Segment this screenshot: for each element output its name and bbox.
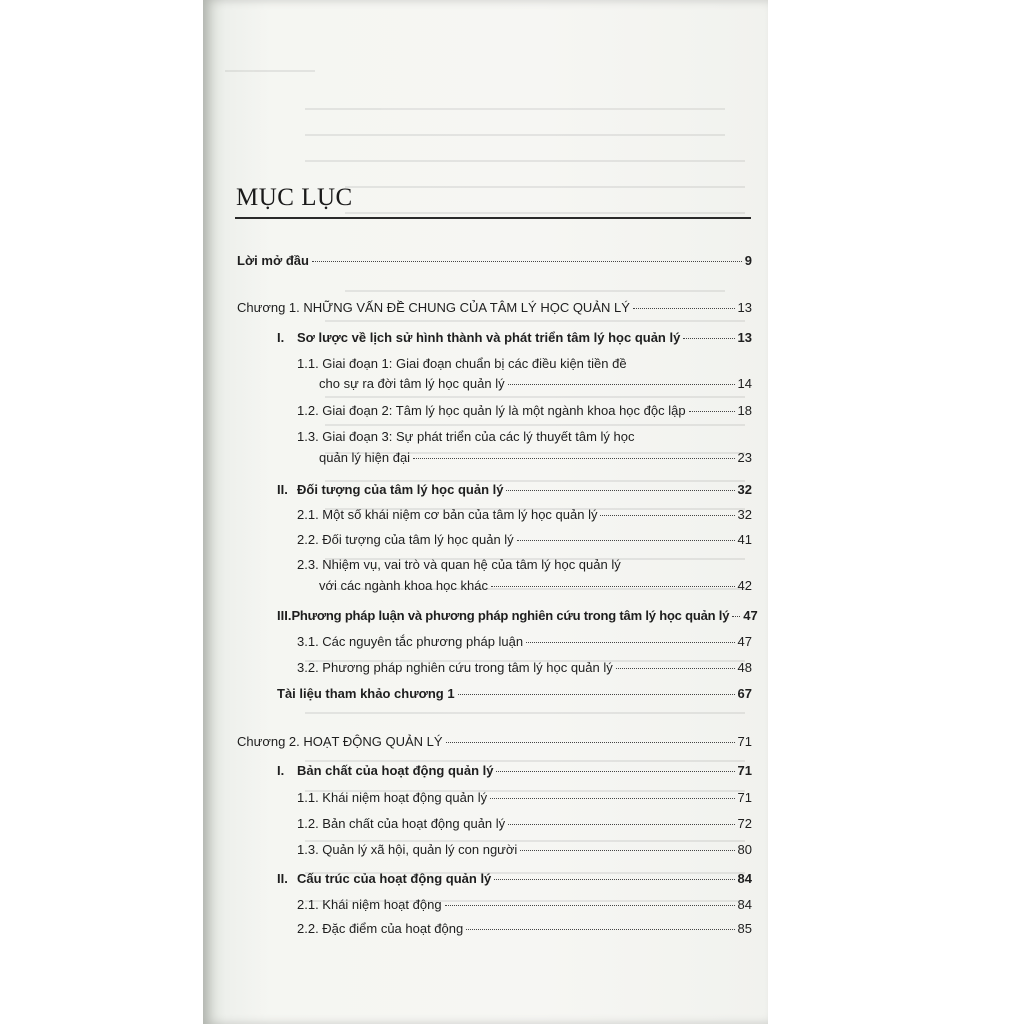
toc-page: 48	[737, 660, 752, 675]
toc-label: 1.2. Bản chất của hoạt động quản lý	[297, 816, 506, 831]
toc-page: 47	[743, 608, 758, 623]
toc-page: 41	[737, 532, 752, 547]
toc-entry-subsection[interactable]	[319, 376, 752, 392]
dot-leader	[732, 616, 740, 617]
dot-leader	[520, 850, 734, 851]
section-numeral: II.	[277, 871, 288, 886]
toc-label: Tài liệu tham khảo chương 1	[277, 686, 455, 701]
toc-entry-subsection[interactable]	[297, 660, 752, 676]
toc-entry-subsection[interactable]	[297, 897, 752, 913]
toc-entry-subsection[interactable]	[319, 450, 752, 466]
dot-leader	[526, 642, 734, 643]
section-numeral: III.	[277, 608, 292, 623]
toc-page: 23	[737, 450, 752, 465]
dot-leader	[494, 879, 734, 880]
toc-label: Chương 2. HOẠT ĐỘNG QUẢN LÝ	[237, 734, 443, 749]
toc-entry-subsection[interactable]	[297, 403, 752, 419]
toc-entry-line1[interactable]: 1.1. Giai đoạn 1: Giai đoạn chuẩn bị các điều kiện tiền đề	[297, 356, 627, 371]
section-numeral: II.	[277, 482, 288, 497]
toc-page: 13	[737, 330, 752, 345]
dot-leader	[446, 742, 735, 743]
toc-label: quản lý hiện đại	[319, 450, 411, 465]
title-rule	[235, 217, 751, 219]
toc-entry-chapter-2[interactable]	[237, 734, 752, 750]
dot-leader	[496, 771, 734, 772]
toc-entry-section[interactable]	[277, 871, 752, 887]
toc-label: 2.2. Đối tượng của tâm lý học quản lý	[297, 532, 514, 547]
dot-leader	[491, 586, 735, 587]
toc-entry-line1[interactable]: 2.3. Nhiệm vụ, vai trò và quan hệ của tâm lý học quản lý	[297, 557, 621, 572]
dot-leader	[689, 411, 735, 412]
toc-label: Đối tượng của tâm lý học quản lý	[297, 482, 504, 497]
toc-entry-subsection[interactable]	[297, 842, 752, 858]
dot-leader	[312, 261, 742, 262]
toc-page: 47	[737, 634, 752, 649]
toc-label: 3.1. Các nguyên tắc phương pháp luận	[297, 634, 524, 649]
toc-page: 67	[737, 686, 752, 701]
toc-entry-section[interactable]	[277, 763, 752, 779]
toc-entry-subsection[interactable]	[297, 921, 752, 937]
toc-label: cho sự ra đời tâm lý học quản lý	[319, 376, 505, 391]
toc-page: 13	[737, 300, 752, 315]
toc-entry-subsection[interactable]	[297, 634, 752, 650]
toc-entry-subsection[interactable]	[319, 578, 752, 594]
toc-entry-section[interactable]	[277, 608, 758, 624]
toc-label: Cấu trúc của hoạt động quản lý	[297, 871, 492, 886]
toc-page: 85	[737, 921, 752, 936]
toc-entry-chapter-1[interactable]	[237, 300, 752, 316]
toc-page: 14	[737, 376, 752, 391]
toc-entry-references[interactable]	[277, 686, 752, 702]
toc-page: 84	[737, 897, 752, 912]
toc-page: 72	[737, 816, 752, 831]
toc-entry-section[interactable]	[277, 482, 752, 498]
toc-label: Phương pháp luận và phương pháp nghiên cứu trong tâm lý học quản lý	[291, 608, 730, 623]
toc-page: 84	[737, 871, 752, 886]
toc-entry-preface[interactable]	[237, 253, 752, 269]
toc-page: 32	[737, 482, 752, 497]
toc-entry-subsection[interactable]	[297, 532, 752, 548]
toc-page: 42	[737, 578, 752, 593]
toc-label: 3.2. Phương pháp nghiên cứu trong tâm lý học quản lý	[297, 660, 613, 675]
toc-page: 71	[737, 790, 752, 805]
dot-leader	[445, 905, 735, 906]
toc-page: 71	[737, 763, 752, 778]
toc-label: 1.3. Quản lý xã hội, quản lý con người	[297, 842, 518, 857]
dot-leader	[600, 515, 734, 516]
toc-label: Chương 1. NHỮNG VẤN ĐỀ CHUNG CỦA TÂM LÝ HỌC QUẢN LÝ	[237, 300, 630, 315]
toc-label: 1.1. Khái niệm hoạt động quản lý	[297, 790, 488, 805]
dot-leader	[490, 798, 734, 799]
toc-entry-line1[interactable]: 1.3. Giai đoạn 3: Sự phát triển của các lý thuyết tâm lý học	[297, 429, 635, 444]
dot-leader	[506, 490, 734, 491]
toc-label: 2.1. Một số khái niệm cơ bản của tâm lý học quản lý	[297, 507, 598, 522]
section-numeral: I.	[277, 330, 285, 345]
page-title: MỤC LỤC	[236, 184, 353, 211]
dot-leader	[633, 308, 735, 309]
dot-leader	[517, 540, 735, 541]
toc-page: 18	[737, 403, 752, 418]
toc-label: Bản chất của hoạt động quản lý	[297, 763, 494, 778]
toc-page: 71	[737, 734, 752, 749]
dot-leader	[683, 338, 734, 339]
toc-entry-subsection[interactable]	[297, 507, 752, 523]
toc-entry-subsection[interactable]	[297, 790, 752, 806]
toc-page: 80	[737, 842, 752, 857]
dot-leader	[508, 824, 734, 825]
toc-label: 2.1. Khái niệm hoạt động	[297, 897, 442, 912]
toc-label: với các ngành khoa học khác	[319, 578, 488, 593]
toc-entry-subsection[interactable]	[297, 816, 752, 832]
toc-label: 2.2. Đặc điểm của hoạt động	[297, 921, 464, 936]
section-numeral: I.	[277, 763, 285, 778]
dot-leader	[508, 384, 735, 385]
toc-label: Sơ lược về lịch sử hình thành và phát triển tâm lý học quản lý	[297, 330, 681, 345]
dot-leader	[616, 668, 735, 669]
toc-page: 9	[744, 253, 752, 268]
toc-label: 1.2. Giai đoạn 2: Tâm lý học quản lý là một ngành khoa học độc lập	[297, 403, 686, 418]
dot-leader	[413, 458, 734, 459]
dot-leader	[458, 694, 735, 695]
toc-label: Lời mở đầu	[237, 253, 309, 268]
toc-page: 32	[737, 507, 752, 522]
dot-leader	[466, 929, 734, 930]
toc-entry-section[interactable]	[277, 330, 752, 346]
